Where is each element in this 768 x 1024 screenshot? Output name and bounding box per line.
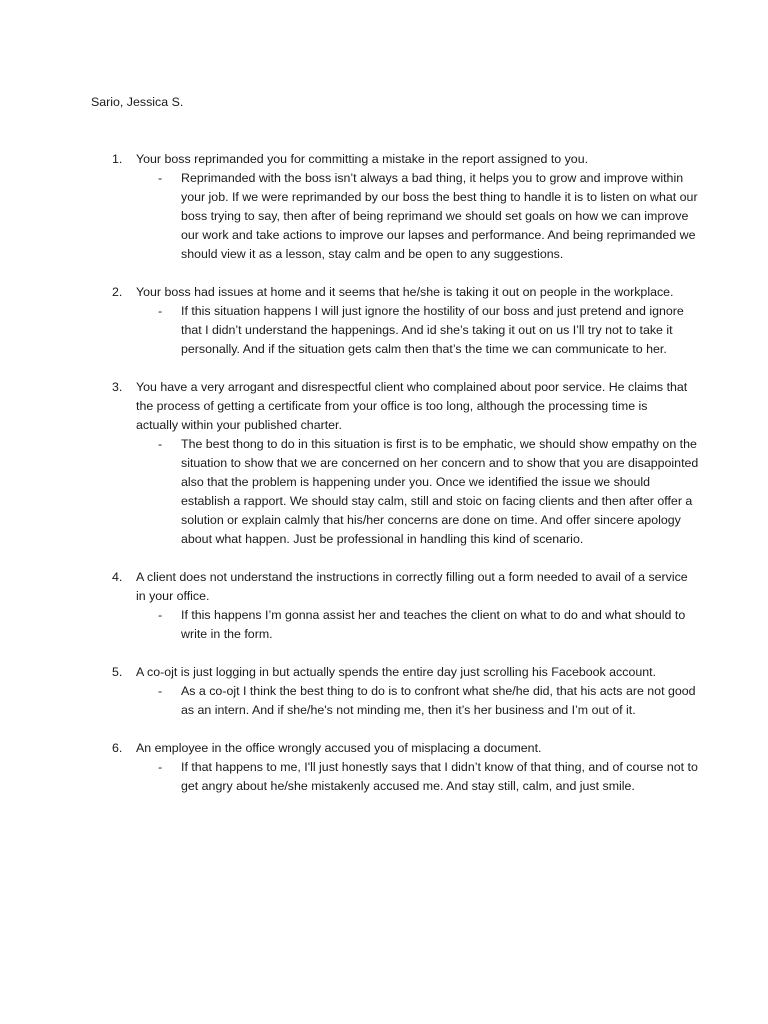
answer-text: If that happens to me, I'll just honestly says that I didn’t know of that thing, and of course not to get angry about he/she mistakenly accused me. And stay still, calm, and just smile. — [181, 760, 698, 793]
question-number: 3. — [112, 380, 123, 394]
question-item — [0, 568, 768, 644]
question-number: 1. — [112, 152, 123, 166]
answer-item — [0, 606, 768, 644]
answer-item — [0, 435, 768, 549]
question-number: 2. — [112, 285, 123, 299]
question-item — [0, 150, 768, 264]
author-name: Sario, Jessica S. — [91, 95, 184, 109]
question-item — [0, 663, 768, 720]
question-number: 6. — [112, 741, 123, 755]
dash-bullet: - — [158, 760, 163, 774]
dash-bullet: - — [158, 684, 163, 698]
question-text: Your boss had issues at home and it seems that he/she is taking it out on people in the workplace. — [136, 285, 674, 299]
question-text: Your boss reprimanded you for committing a mistake in the report assigned to you. — [136, 152, 589, 166]
question-item — [0, 283, 768, 359]
question-text: A co-ojt is just logging in but actually spends the entire day just scrolling his Facebook account. — [136, 665, 657, 679]
question-text: A client does not understand the instructions in correctly filling out a form needed to avail of a service in your office. — [136, 570, 688, 603]
dash-bullet: - — [158, 171, 163, 185]
answer-text: Reprimanded with the boss isn’t always a bad thing, it helps you to grow and improve within your job. If we were reprimanded by our boss the best thing to handle it is to listen on what our boss trying to say, then after of being reprimand we should set goals on how we can improve our work and take actions to improve our lapses and performance. And being reprimanded we should view it as a lesson, stay calm and be open to any suggestions. — [181, 171, 698, 261]
dash-bullet: - — [158, 437, 163, 451]
answer-text: The best thong to do in this situation is first is to be emphatic, we should show empathy on the situation to show that we are concerned on her concern and to show that you are disappointed also that the problem is happening under you. Once we identified the issue we should establish a rapport. We should stay calm, still and stoic on facing clients and then after offer a solution or explain calmly that his/her concerns are done on time. And offer sincere apology about what happen. Just be professional in handling this kind of scenario. — [181, 437, 699, 546]
question-item — [0, 739, 768, 796]
dash-bullet: - — [158, 304, 163, 318]
answer-item — [0, 169, 768, 264]
question-number: 4. — [112, 570, 123, 584]
answer-text: If this situation happens I will just ignore the hostility of our boss and just pretend and ignore that I didn’t understand the happenings. And id she’s taking it out on us I’ll try not to take it personally. And if the situation gets calm then that’s the time we can communicate to her. — [181, 304, 684, 356]
answer-text: If this happens I’m gonna assist her and teaches the client on what to do and what should to write in the form. — [181, 608, 686, 641]
question-text: An employee in the office wrongly accused you of misplacing a document. — [136, 741, 542, 755]
dash-bullet: - — [158, 608, 163, 622]
question-list — [0, 150, 768, 815]
answer-item — [0, 758, 768, 796]
answer-item — [0, 682, 768, 720]
question-number: 5. — [112, 665, 123, 679]
answer-item — [0, 302, 768, 359]
question-text: You have a very arrogant and disrespectful client who complained about poor service. He claims that the process of getting a certificate from your office is too long, although the processing time is actually within your published charter. — [136, 380, 688, 432]
answer-text: As a co-ojt I think the best thing to do is to confront what she/he did, that his acts are not good as an intern. And if she/he's not minding me, then it’s her business and I’m out of it. — [181, 684, 696, 717]
question-item — [0, 378, 768, 549]
